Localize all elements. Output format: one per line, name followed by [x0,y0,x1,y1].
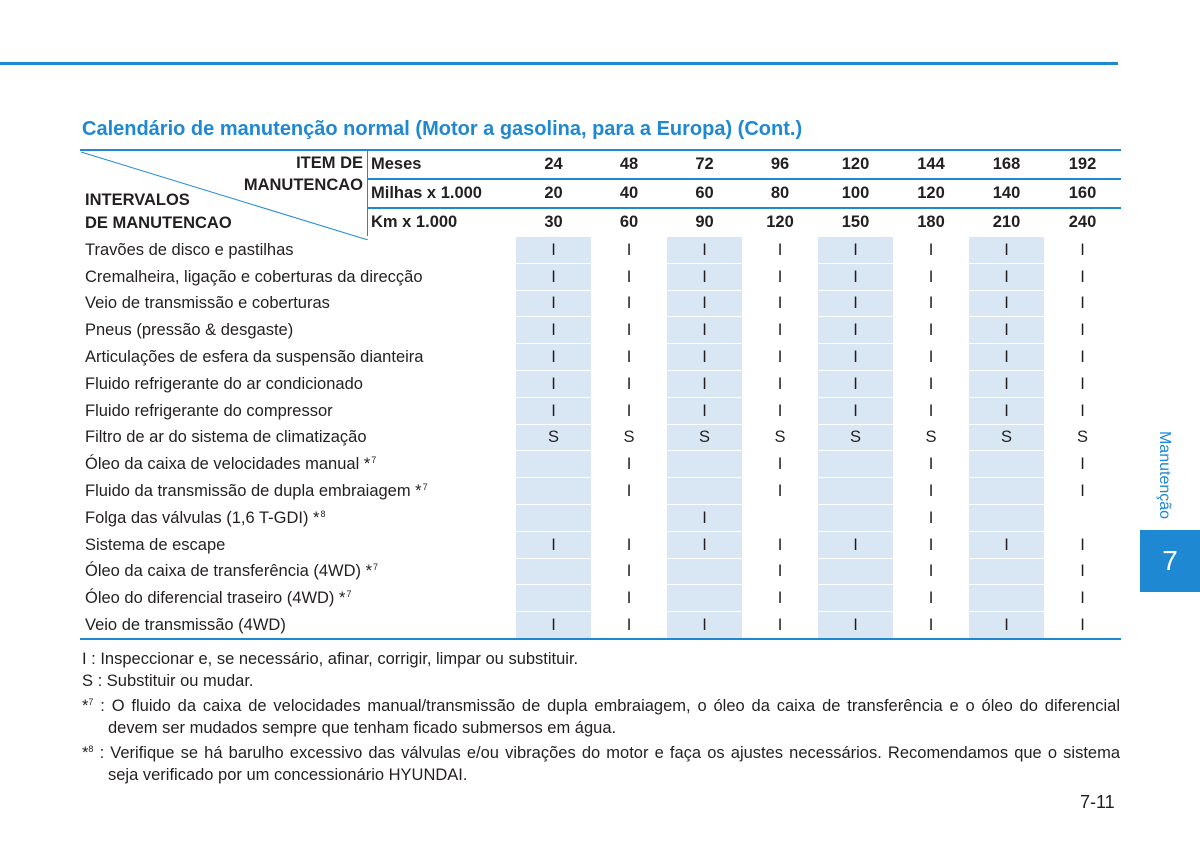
interval-value: 192 [1045,150,1121,179]
schedule-cell: S [516,424,592,451]
schedule-cell: I [894,263,969,290]
interval-value: 150 [818,208,894,237]
table-row [81,263,1121,290]
schedule-cell: I [1045,263,1121,290]
interval-value: 120 [894,179,969,208]
schedule-cell: I [592,478,667,505]
footnote-8 [82,739,1120,786]
schedule-cell: I [743,397,818,424]
schedule-cell: I [592,290,667,317]
schedule-cell: I [743,344,818,371]
schedule-cell: I [818,531,894,558]
schedule-cell: I [969,290,1045,317]
schedule-cell: I [743,317,818,344]
schedule-cell: I [743,585,818,612]
interval-value: 140 [969,179,1045,208]
table-row [81,531,1121,558]
maintenance-item-name: Fluido refrigerante do compressor [85,401,333,420]
interval-value: 120 [818,150,894,179]
maintenance-item-cell [81,290,516,317]
schedule-cell: I [667,317,743,344]
schedule-cell [818,504,894,531]
schedule-cell: I [592,317,667,344]
corner-bottom-line1: INTERVALOS [85,191,190,210]
schedule-cell: I [818,237,894,264]
schedule-cell: I [894,612,969,639]
schedule-cell: I [743,237,818,264]
table-row [81,612,1121,639]
footnote-ref: 7 [346,589,352,600]
corner-top-line1: ITEM DE [296,154,363,172]
schedule-cell [969,478,1045,505]
footnote-8-text: : Verifique se há barulho excessivo das válvulas e/ou vibrações do motor e faça os ajustes necessários. Recomendamos que o sistema seja verificado por um concessionário HYUNDAI. [93,744,1120,784]
schedule-cell: I [592,263,667,290]
schedule-cell: I [743,612,818,639]
table-row [81,478,1121,505]
schedule-cell: S [969,424,1045,451]
schedule-cell [516,504,592,531]
schedule-cell: I [667,290,743,317]
maintenance-item-name: Travões de disco e pastilhas [85,240,294,259]
schedule-cell: I [969,263,1045,290]
footnote-ref: 8 [320,508,326,519]
legend-replace: S : Substituir ou mudar. [82,671,254,690]
corner-bottom-line2: DE MANUTENCAO [85,213,232,232]
maintenance-item-cell [81,263,516,290]
interval-value: 48 [592,150,667,179]
maintenance-schedule-table [80,149,1121,640]
schedule-cell: I [969,237,1045,264]
interval-value: 24 [516,150,592,179]
footnote-ref: 7 [371,455,377,466]
schedule-cell: I [1045,612,1121,639]
maintenance-item-name: Sistema de escape [85,535,226,554]
schedule-cell: I [743,263,818,290]
maintenance-item-name: Óleo do diferencial traseiro (4WD) * [85,589,346,608]
legend [82,649,1120,786]
maintenance-item-cell [81,504,516,531]
maintenance-item-name: Folga das válvulas (1,6 T-GDI) * [85,508,320,527]
maintenance-item-cell [81,424,516,451]
interval-value: 90 [667,208,743,237]
table-row [81,558,1121,585]
page-number: 7-11 [1080,792,1115,812]
interval-value: 60 [592,208,667,237]
maintenance-item-cell [81,370,516,397]
schedule-cell: I [1045,451,1121,478]
chapter-side-label [1144,420,1184,530]
footnote-8-number: 8 [88,744,94,754]
schedule-cell: I [667,504,743,531]
interval-value: 80 [743,179,818,208]
schedule-cell [592,504,667,531]
schedule-cell: I [667,370,743,397]
header-row [81,150,1121,179]
schedule-cell [818,585,894,612]
table-row [81,290,1121,317]
schedule-cell: I [516,237,592,264]
maintenance-item-name: Óleo da caixa de velocidades manual * [85,455,371,474]
table-row [81,504,1121,531]
maintenance-item-name: Filtro de ar do sistema de climatização [85,428,367,447]
schedule-cell: I [969,612,1045,639]
table-row [81,237,1121,264]
table-row [81,344,1121,371]
schedule-cell: I [1045,290,1121,317]
schedule-cell: I [592,451,667,478]
schedule-cell: S [894,424,969,451]
schedule-cell [667,558,743,585]
schedule-cell: I [516,263,592,290]
interval-value: 60 [667,179,743,208]
schedule-cell: I [592,585,667,612]
schedule-cell: I [969,344,1045,371]
schedule-cell: I [743,558,818,585]
table-body [81,237,1121,639]
interval-value: 20 [516,179,592,208]
schedule-cell [1045,504,1121,531]
maintenance-item-name: Articulações de esfera da suspensão dianteira [85,348,424,367]
maintenance-item-name: Fluido refrigerante do ar condicionado [85,374,363,393]
schedule-cell: I [818,317,894,344]
interval-value: 210 [969,208,1045,237]
footnote-8-mark: * [82,744,89,762]
footnote-ref: 7 [422,482,428,492]
table-row [81,424,1121,451]
maintenance-item-cell [81,585,516,612]
schedule-cell: I [894,504,969,531]
schedule-cell: I [969,370,1045,397]
schedule-cell: I [667,344,743,371]
schedule-cell: S [1045,424,1121,451]
interval-unit-label: Milhas x 1.000 [368,179,516,208]
interval-value: 240 [1045,208,1121,237]
schedule-cell [516,478,592,505]
schedule-cell: I [667,531,743,558]
schedule-cell: I [516,531,592,558]
maintenance-item-cell [81,237,516,264]
schedule-cell: I [1045,531,1121,558]
schedule-cell: S [592,424,667,451]
schedule-cell: I [894,370,969,397]
interval-value: 120 [743,208,818,237]
interval-value: 160 [1045,179,1121,208]
schedule-cell: I [1045,558,1121,585]
interval-value: 30 [516,208,592,237]
interval-value: 96 [743,150,818,179]
table-row [81,397,1121,424]
maintenance-intervals-heading [85,189,232,234]
schedule-cell: I [818,344,894,371]
footnote-7-mark: * [82,697,89,715]
top-rule [0,62,1118,65]
legend-inspect: I : Inspeccionar e, se necessário, afinar, corrigir, limpar ou substituir. [82,650,579,668]
maintenance-item-name: Fluido da transmissão de dupla embraiagem * [85,482,422,500]
schedule-cell [667,585,743,612]
schedule-cell: I [592,612,667,639]
footnote-7-text: : O fluido da caixa de velocidades manual/transmissão de dupla embraiagem, o óleo da caixa de transferência e o óleo do diferencial devem ser mudados sempre que tenham ficado submersos em água. [93,697,1120,737]
schedule-cell [969,451,1045,478]
schedule-cell: I [516,344,592,371]
schedule-cell: I [1045,478,1121,505]
schedule-cell [743,504,818,531]
schedule-cell [818,558,894,585]
schedule-cell [667,451,743,478]
schedule-cell: I [743,531,818,558]
schedule-cell: I [592,558,667,585]
schedule-cell: I [818,263,894,290]
maintenance-item-cell [81,317,516,344]
footnote-7 [82,692,1120,739]
schedule-cell [516,558,592,585]
footnote-ref: 7 [373,562,379,573]
schedule-cell: I [592,237,667,264]
table-row [81,370,1121,397]
corner-top-line2: MANUTENCAO [243,176,363,195]
schedule-cell: I [894,397,969,424]
schedule-cell [969,558,1045,585]
maintenance-item-name: Veio de transmissão (4WD) [85,615,286,634]
maintenance-item-name: Veio de transmissão e coberturas [85,294,330,313]
interval-value: 72 [667,150,743,179]
interval-unit-label: Meses [368,150,516,179]
schedule-cell: I [592,370,667,397]
schedule-cell: I [818,370,894,397]
schedule-cell: I [743,478,818,505]
maintenance-item-cell [81,397,516,424]
schedule-cell: I [969,317,1045,344]
maintenance-item-cell [81,558,516,585]
table-row [81,317,1121,344]
schedule-cell [969,504,1045,531]
interval-value: 180 [894,208,969,237]
schedule-cell: I [743,290,818,317]
maintenance-item-name: Óleo da caixa de transferência (4WD) * [85,562,373,581]
maintenance-item-cell [81,451,516,478]
schedule-cell: I [894,585,969,612]
table-header [81,150,1121,237]
schedule-cell: I [894,317,969,344]
schedule-cell: I [743,370,818,397]
schedule-cell: I [894,237,969,264]
schedule-cell: I [592,531,667,558]
schedule-cell: I [592,344,667,371]
interval-unit-label: Km x 1.000 [368,208,516,237]
interval-value: 168 [969,150,1045,179]
schedule-cell: I [894,451,969,478]
page-title: Calendário de manutenção normal (Motor a gasolina, para a Europa) (Cont.) [82,118,803,140]
schedule-cell [516,451,592,478]
schedule-cell: I [743,451,818,478]
schedule-cell: I [516,370,592,397]
maintenance-item-cell [81,531,516,558]
interval-value: 40 [592,179,667,208]
schedule-cell: I [818,612,894,639]
schedule-cell: S [818,424,894,451]
schedule-cell: I [516,397,592,424]
schedule-cell: I [894,344,969,371]
maintenance-item-cell [81,344,516,371]
schedule-cell: I [667,237,743,264]
schedule-cell: I [516,612,592,639]
schedule-cell: I [894,531,969,558]
table-row [81,585,1121,612]
schedule-cell: I [969,531,1045,558]
schedule-cell: I [1045,237,1121,264]
chapter-side-label-text: Manutenção [1156,430,1173,520]
schedule-cell [667,478,743,505]
maintenance-item-name: Pneus (pressão & desgaste) [85,321,294,340]
schedule-cell: I [1045,344,1121,371]
schedule-cell: S [667,424,743,451]
schedule-cell: I [1045,585,1121,612]
schedule-cell: I [1045,370,1121,397]
maintenance-item-cell [81,612,516,639]
schedule-cell: I [592,397,667,424]
schedule-cell: I [894,290,969,317]
schedule-cell [818,478,894,505]
schedule-cell: S [743,424,818,451]
schedule-cell: I [969,397,1045,424]
table-row [81,451,1121,478]
schedule-cell: I [667,397,743,424]
schedule-cell: I [894,558,969,585]
schedule-cell [516,585,592,612]
schedule-cell: I [516,290,592,317]
schedule-cell [818,451,894,478]
interval-value: 100 [818,179,894,208]
schedule-cell: I [894,478,969,505]
chapter-tab: 7 [1140,530,1200,592]
schedule-cell: I [818,397,894,424]
schedule-cell: I [667,263,743,290]
maintenance-item-name: Cremalheira, ligação e coberturas da direcção [85,267,423,286]
schedule-cell: I [818,290,894,317]
schedule-cell: I [1045,317,1121,344]
schedule-cell: I [667,612,743,639]
schedule-cell: I [1045,397,1121,424]
schedule-cell: I [516,317,592,344]
interval-value: 144 [894,150,969,179]
maintenance-item-cell [81,478,516,505]
schedule-cell [969,585,1045,612]
footnote-7-number: 7 [88,697,94,707]
header-corner-cell [81,150,368,237]
maintenance-item-heading [244,152,363,197]
